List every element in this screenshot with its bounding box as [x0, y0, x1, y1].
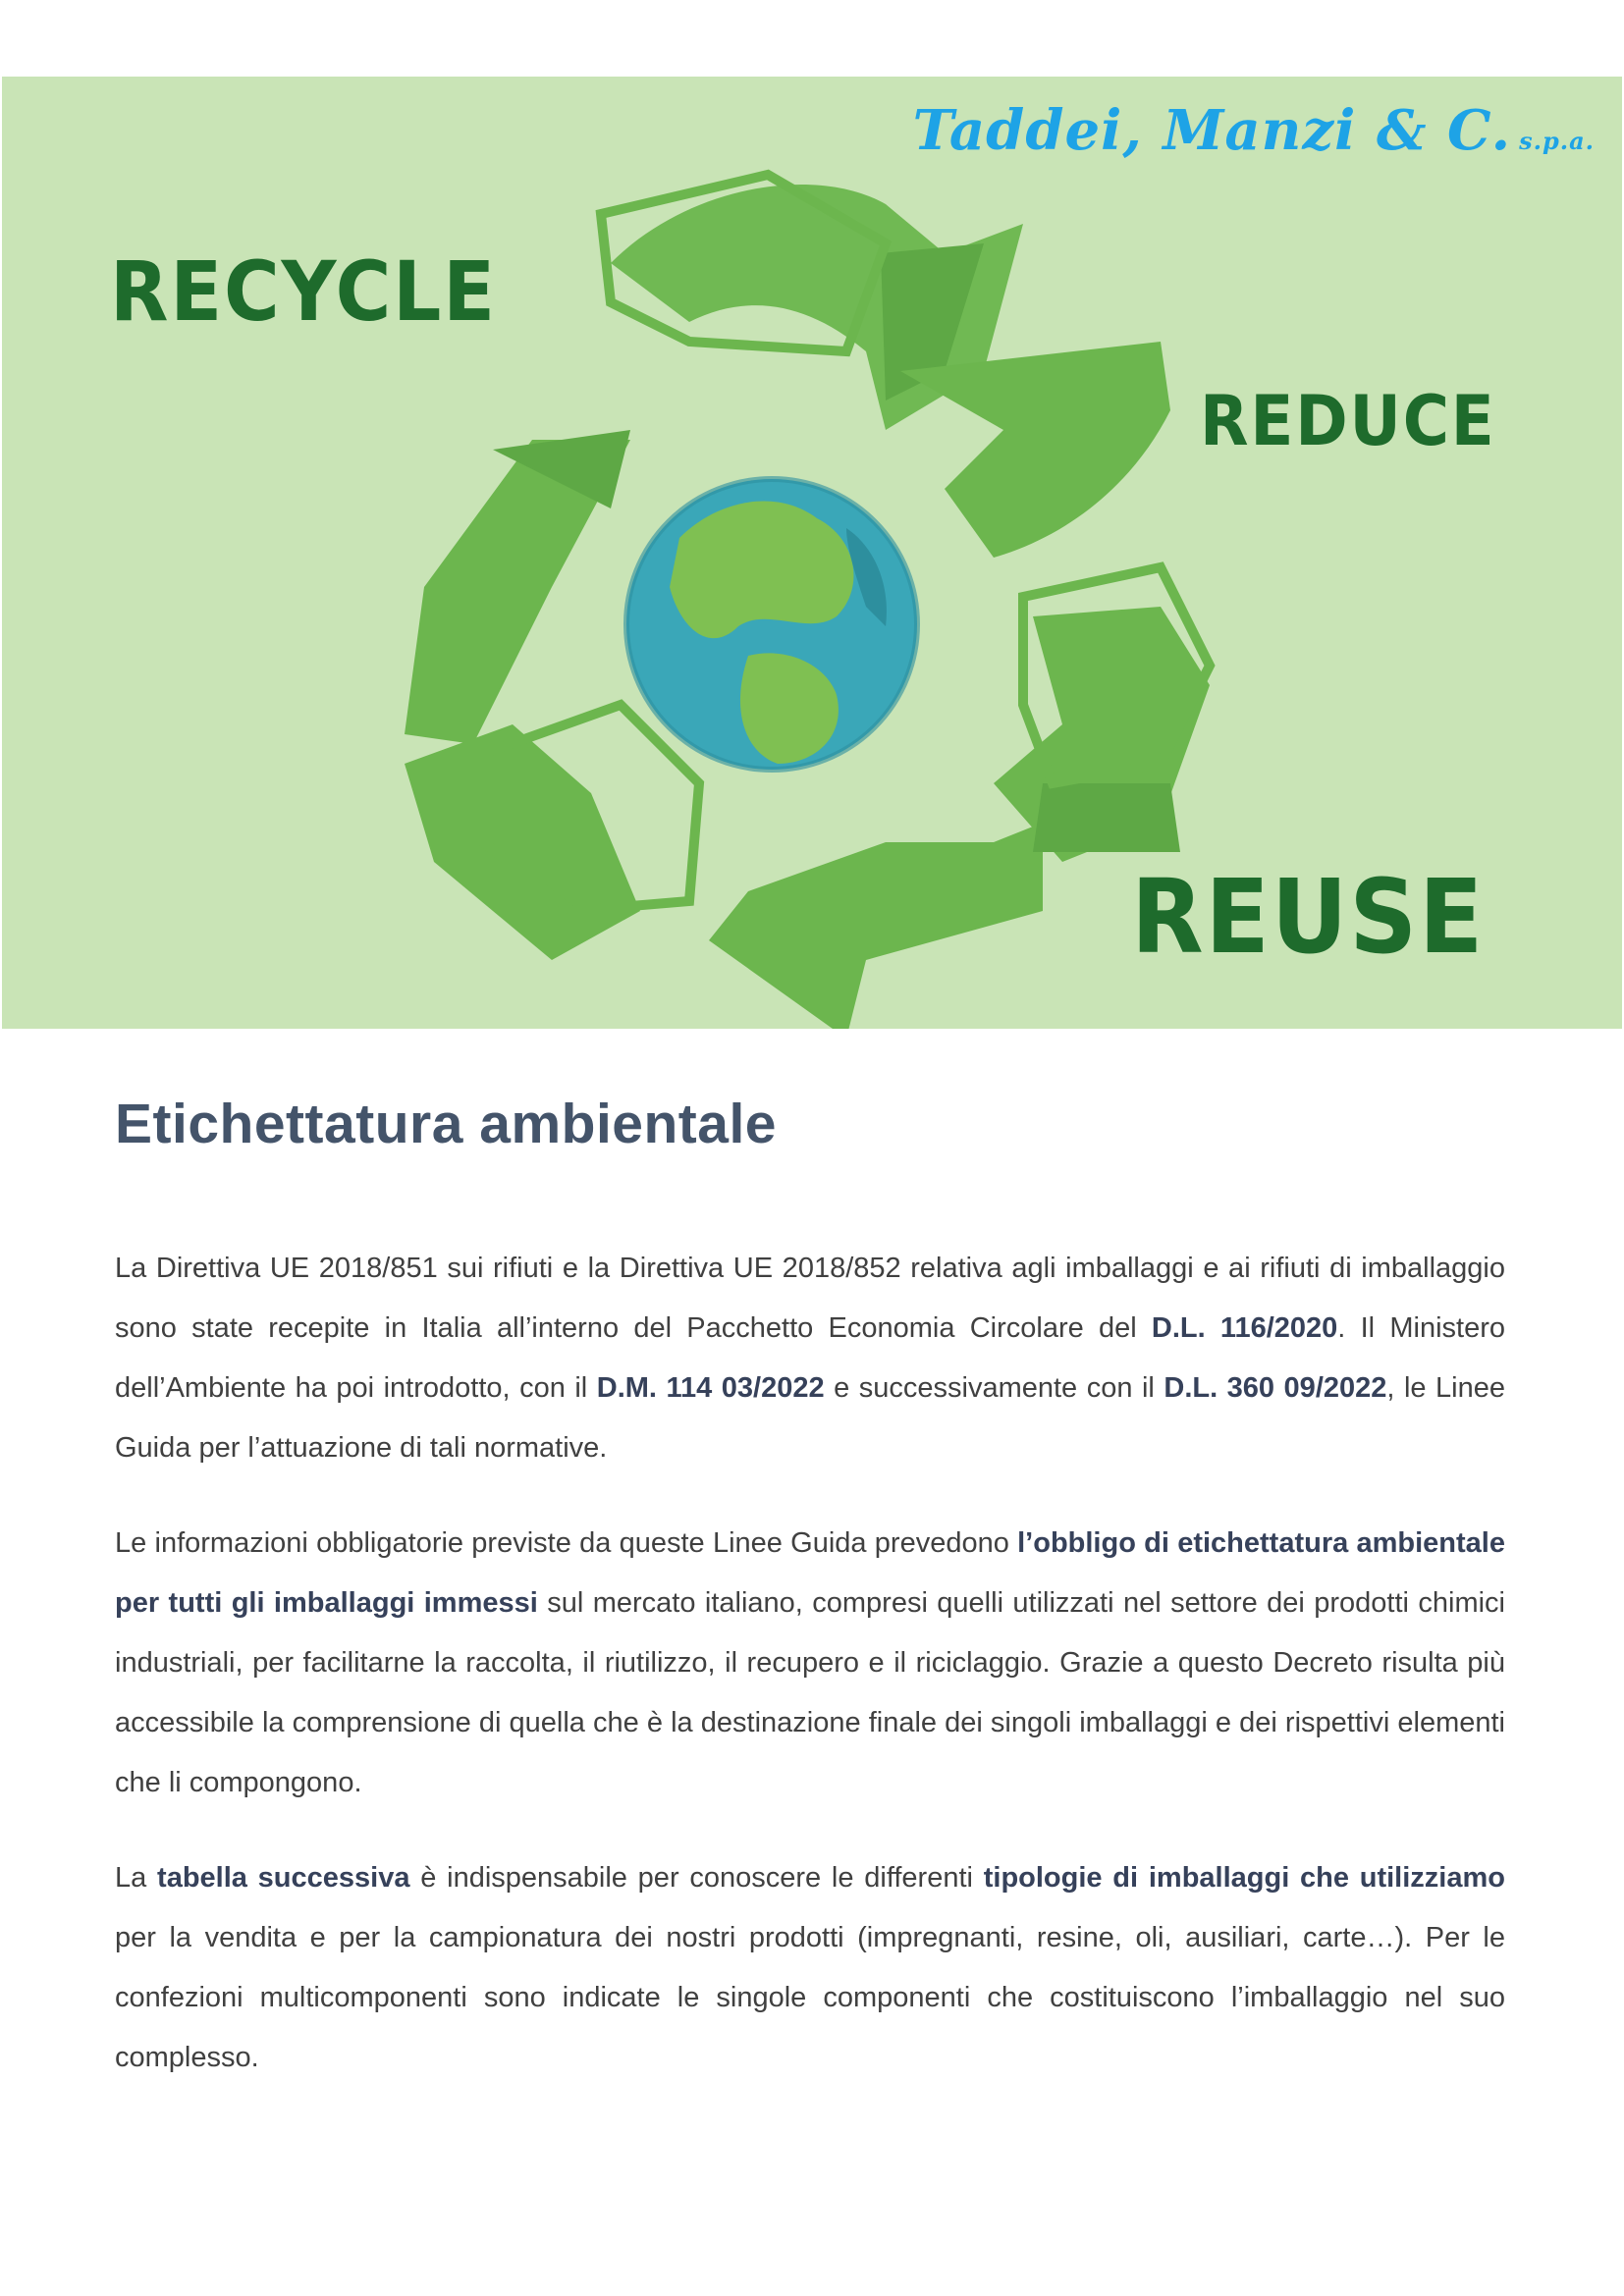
company-logo — [913, 98, 1595, 163]
p3-text-1: La — [115, 1862, 158, 1894]
paragraph-directives — [115, 1239, 1505, 1478]
paragraph-obligations — [115, 1514, 1505, 1813]
page-title: Etichettatura ambientale — [115, 1093, 778, 1155]
word-reuse: REUSE — [1131, 857, 1486, 977]
p2-text-1: Le informazioni obbligatorie previste da queste Linee Guida prevedono — [115, 1527, 1018, 1559]
paragraph-table-intro — [115, 1848, 1505, 2088]
p1-text-4: , le Linee Guida per l’attuazione di tali normative. — [115, 1372, 1505, 1464]
p1-bold-dl-116: D.L. 116/2020 — [1151, 1312, 1338, 1344]
company-suffix: s.p.a. — [1519, 127, 1595, 155]
p1-text-3: e successivamente con il — [824, 1372, 1164, 1404]
p3-text-2: è indispensabile per conoscere le differenti — [409, 1862, 984, 1894]
p1-text-2: . Il Ministero dell’Ambiente ha poi introdotto, con il — [115, 1312, 1505, 1404]
word-recycle: RECYCLE — [110, 243, 497, 340]
company-name: Taddei, Manzi & C. — [912, 98, 1512, 163]
arrow-left — [405, 430, 640, 960]
p3-bold-table: tabella successiva — [157, 1862, 410, 1894]
globe-icon — [626, 479, 917, 770]
p1-bold-dl-360: D.L. 360 09/2022 — [1164, 1372, 1387, 1404]
p1-text-1: La Direttiva UE 2018/851 sui rifiuti e la Direttiva UE 2018/852 relativa agli imballaggi e ai rifiuti di imballaggio sono state recepite in Italia all’interno del Pacchetto Economia Circolare del — [115, 1253, 1505, 1344]
p2-bold-obligation: l’obbligo di etichettatura ambientale per tutti gli imballaggi immessi — [115, 1527, 1505, 1619]
p1-bold-dm-114: D.M. 114 03/2022 — [596, 1372, 825, 1404]
word-reduce: REDUCE — [1200, 381, 1496, 461]
p2-text-2: sul mercato italiano, compresi quelli utilizzati nel settore dei prodotti chimici industriali, per facilitarne la raccolta, il riutilizzo, il recupero e il riciclaggio. Grazie a questo Decreto risulta più accessibile la comprensione di quella che è la destinazione finale dei singoli imballaggi e dei rispettivi elementi che li compongono. — [115, 1587, 1506, 1798]
p3-text-3: per la vendita e per la campionatura dei nostri prodotti (impregnanti, resine, oli, ausiliari, carte…). Per le confezioni multicomponenti sono indicate le singole componenti che costituiscono l’imballaggio nel suo complesso. — [115, 1922, 1505, 2073]
p3-bold-types: tipologie di imballaggi che utilizziamo — [983, 1862, 1505, 1894]
hero-banner — [2, 77, 1622, 1029]
